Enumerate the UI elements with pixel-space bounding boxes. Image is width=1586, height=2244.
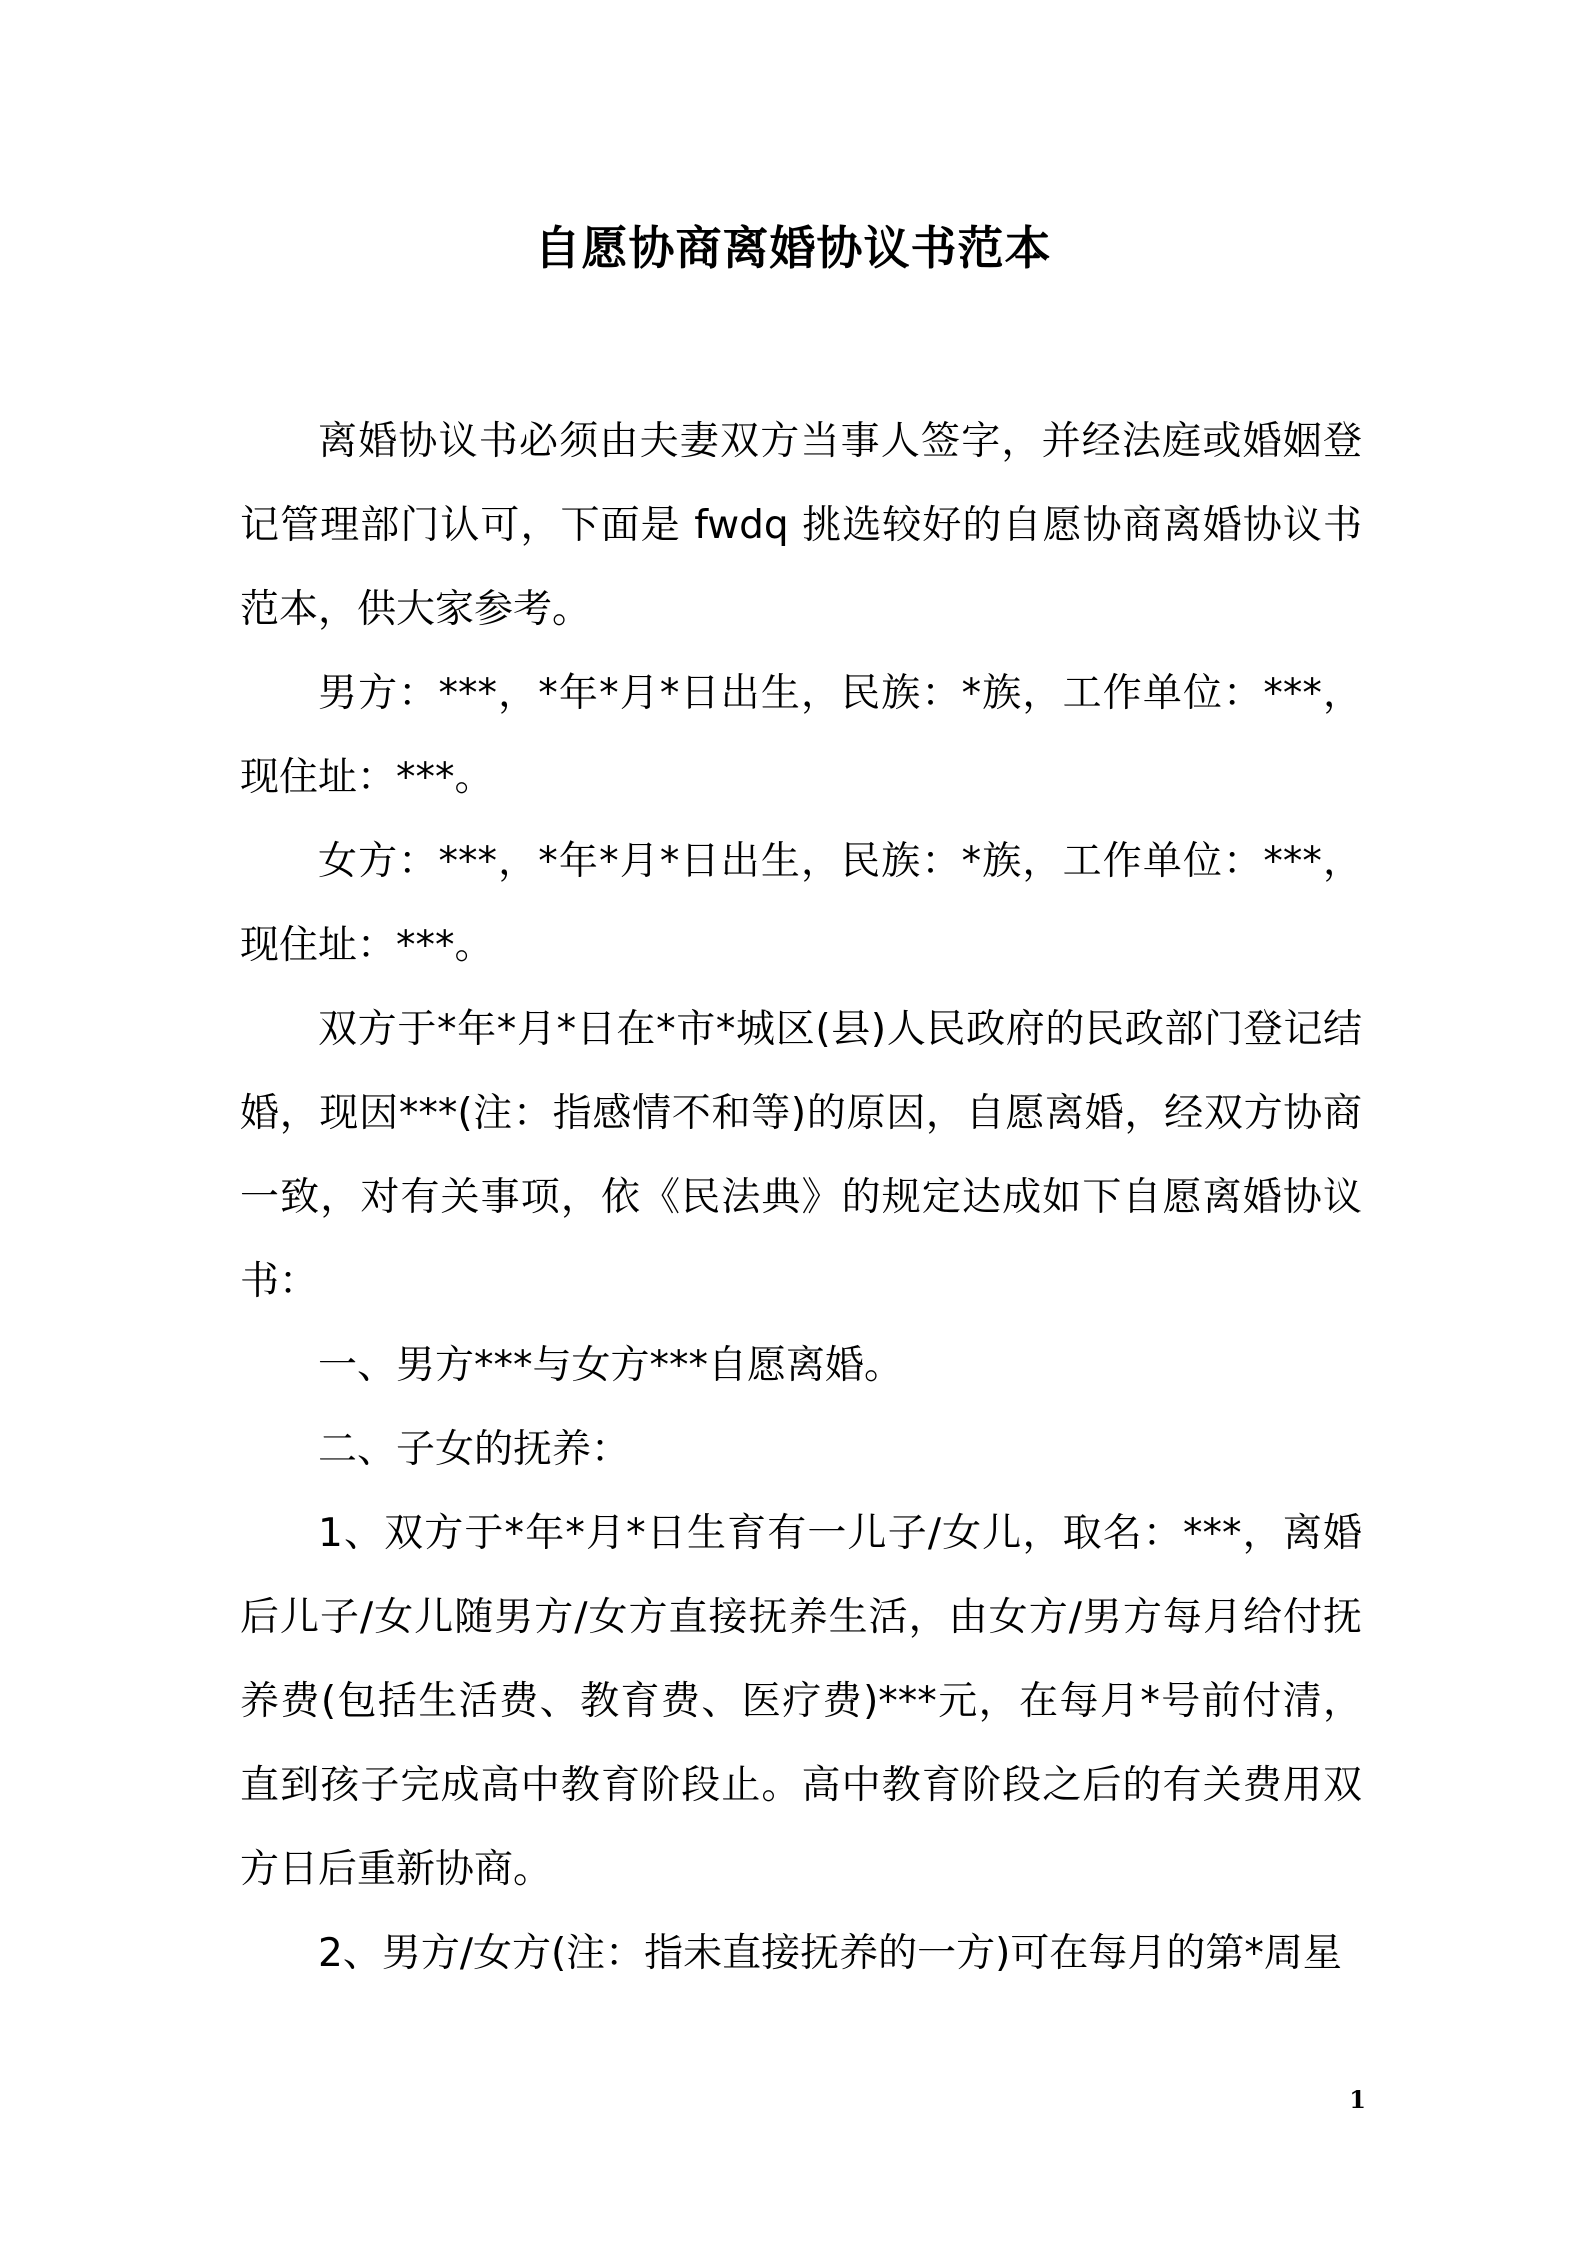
paragraph-intro: 离婚协议书必须由夫妻双方当事人签字，并经法庭或婚姻登记管理部门认可，下面是 fwdq 挑选较好的自愿协商离婚协议书范本，供大家参考。 bbox=[240, 419, 1362, 632]
page-number: 1 bbox=[1349, 2085, 1366, 2114]
document-body bbox=[240, 400, 1362, 1996]
paragraph-female-party: 女方：***，*年*月*日出生，民族：*族，工作单位：***，现住址：***。 bbox=[240, 839, 1362, 968]
paragraph-children-item-2: 2、男方/女方(注：指未直接抚养的一方)可在每月的第*周星 bbox=[318, 1931, 1342, 1976]
paragraph-children-item-1: 1、双方于*年*月*日生育有一儿子/女儿，取名：***，离婚后儿子/女儿随男方/女方直接抚养生活，由女方/男方每月给付抚养费(包括生活费、教育费、医疗费)***元，在每月*号前付清，直到孩子完成高中教育阶段止。高中教育阶段之后的有关费用双方日后重新协商。 bbox=[240, 1511, 1362, 1892]
paragraph-marriage-background: 双方于*年*月*日在*市*城区(县)人民政府的民政部门登记结婚，现因***(注：指感情不和等)的原因，自愿离婚，经双方协商一致，对有关事项，依《民法典》的规定达成如下自愿离婚协议书： bbox=[240, 1007, 1362, 1304]
document-title: 自愿协商离婚协议书范本 bbox=[534, 221, 1052, 275]
paragraph-clause-children: 二、子女的抚养： bbox=[318, 1427, 631, 1472]
paragraph-clause-divorce: 一、男方***与女方***自愿离婚。 bbox=[318, 1343, 904, 1388]
paragraph-male-party: 男方：***，*年*月*日出生，民族：*族，工作单位：***，现住址：***。 bbox=[240, 671, 1362, 800]
